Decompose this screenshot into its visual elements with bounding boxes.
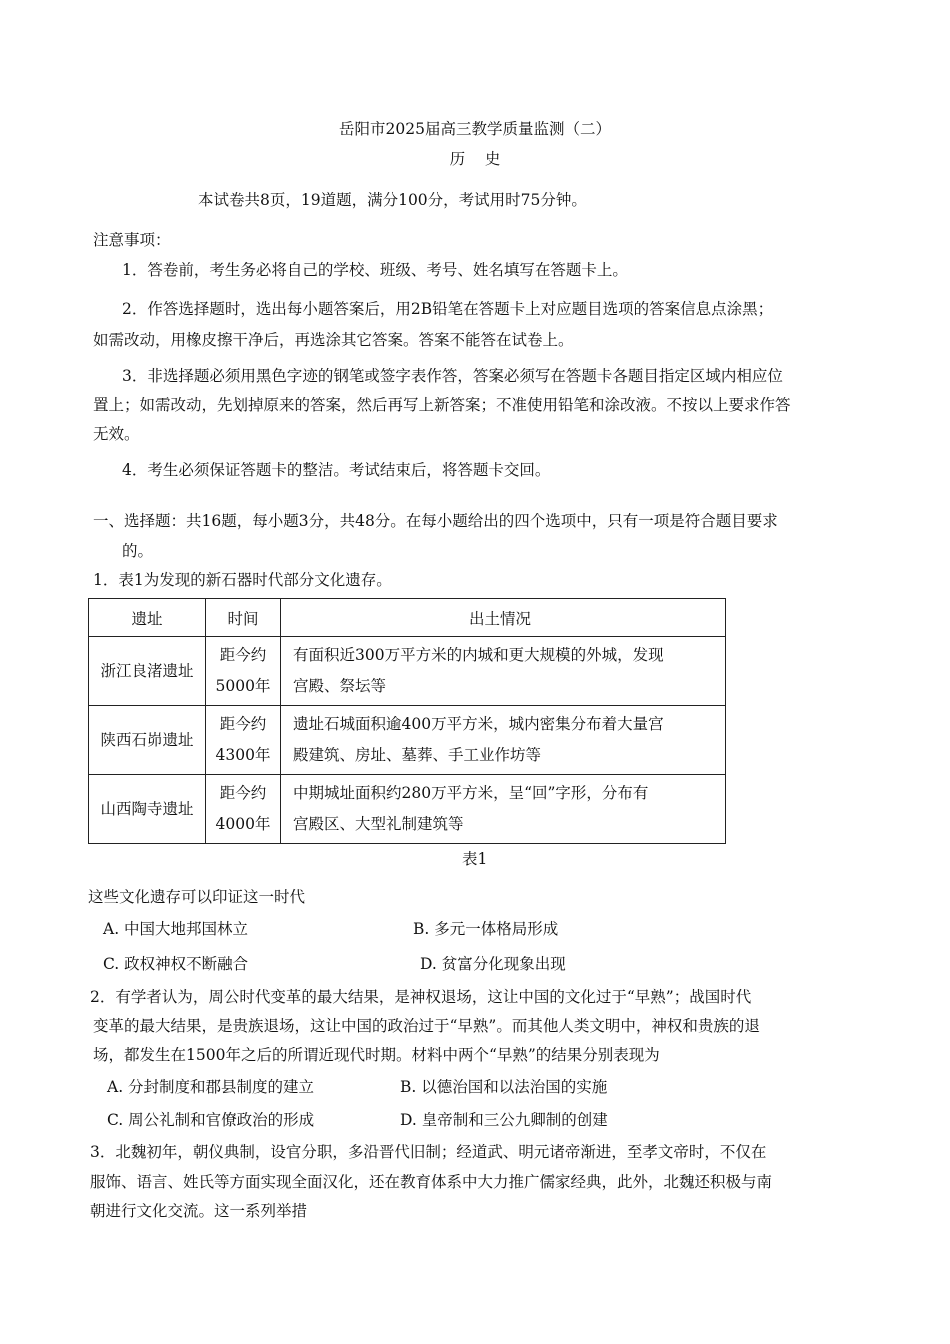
table-cell-finds <box>281 775 726 844</box>
finds-line-2: 宫殿区、大型礼制建筑等 <box>293 815 464 833</box>
table-header-finds: 出土情况 <box>281 599 726 637</box>
table-header-time: 时间 <box>206 599 281 637</box>
table-cell-time <box>206 706 281 775</box>
q1-option-c: C. 政权神权不断融合 <box>103 955 249 973</box>
finds-line-1: 有面积近300万平方米的内城和更大规模的外城，发现 <box>293 646 664 664</box>
table-row <box>89 637 726 706</box>
table-cell-site: 陕西石峁遗址 <box>89 706 206 775</box>
q2-option-b: B. 以德治国和以法治国的实施 <box>400 1078 608 1096</box>
note-2-line-1: 2．作答选择题时，选出每小题答案后，用2B铅笔在答题卡上对应题目选项的答案信息点涂黑； <box>122 300 774 318</box>
section-heading-line-1: 一、选择题：共16题，每小题3分，共48分。在每小题给出的四个选项中，只有一项是符合题目要求 <box>93 512 778 530</box>
q3-line-3: 朝进行文化交流。这一系列举措 <box>90 1202 308 1220</box>
time-line-2: 4000年 <box>215 815 271 833</box>
table-caption: 表1 <box>462 850 488 868</box>
note-2-line-2: 如需改动，用橡皮擦干净后，再选涂其它答案。答案不能答在试卷上。 <box>93 331 574 349</box>
time-line-1: 距今约 <box>219 646 267 664</box>
time-line-2: 5000年 <box>215 677 271 695</box>
q1-stem: 1．表1为发现的新石器时代部分文化遗存。 <box>93 571 392 589</box>
notes-heading: 注意事项： <box>93 231 171 249</box>
finds-line-1: 中期城址面积约280万平方米，呈“回”字形，分布有 <box>293 784 649 802</box>
time-line-1: 距今约 <box>219 784 267 802</box>
q2-line-1: 2．有学者认为，周公时代变革的最大结果，是神权退场，这让中国的文化过于“早熟”；战国时代 <box>90 988 752 1006</box>
note-3-line-1: 3．非选择题必须用黑色字迹的钢笔或签字表作答，答案必须写在答题卡各题目指定区域内相应位 <box>122 367 783 385</box>
table-cell-time <box>206 775 281 844</box>
table-cell-site: 山西陶寺遗址 <box>89 775 206 844</box>
note-1: 1．答卷前，考生务必将自己的学校、班级、考号、姓名填写在答题卡上。 <box>122 261 628 279</box>
q2-line-2: 变革的最大结果，是贵族退场，这让中国的政治过于“早熟”。而其他人类文明中，神权和贵族的退 <box>93 1017 760 1035</box>
q1-question: 这些文化遗存可以印证这一时代 <box>88 888 306 906</box>
note-3-line-3: 无效。 <box>93 425 140 443</box>
table-cell-finds <box>281 637 726 706</box>
q1-option-b: B. 多元一体格局形成 <box>413 920 559 938</box>
table-row <box>89 775 726 844</box>
table-header-site: 遗址 <box>89 599 206 637</box>
q2-option-a: A. 分封制度和郡县制度的建立 <box>107 1078 315 1096</box>
q1-option-d: D. 贫富分化现象出现 <box>420 955 566 973</box>
exam-title: 岳阳市2025届高三教学质量监测（二） <box>339 120 611 138</box>
q3-line-1: 3．北魏初年，朝仪典制，设官分职，多沿晋代旧制；经道武、明元诸帝渐进，至孝文帝时，不仅在 <box>90 1143 767 1161</box>
time-line-2: 4300年 <box>215 746 271 764</box>
q2-option-d: D. 皇帝制和三公九卿制的创建 <box>400 1111 608 1129</box>
section-heading-line-2: 的。 <box>122 542 154 560</box>
subject-title: 历 史 <box>449 150 501 168</box>
q3-line-2: 服饰、语言、姓氏等方面实现全面汉化，还在教育体系中大力推广儒家经典，此外，北魏还积极与南 <box>90 1173 773 1191</box>
table-cell-site: 浙江良渚遗址 <box>89 637 206 706</box>
exam-info: 本试卷共8页，19道题，满分100分，考试用时75分钟。 <box>198 191 587 209</box>
time-line-1: 距今约 <box>219 715 267 733</box>
relics-table <box>88 598 726 844</box>
finds-line-2: 宫殿、祭坛等 <box>293 677 387 695</box>
q1-option-a: A. 中国大地邦国林立 <box>103 920 249 938</box>
table-row <box>89 706 726 775</box>
table-header-row <box>89 599 726 637</box>
finds-line-1: 遗址石城面积逾400万平方米，城内密集分布着大量宫 <box>293 715 664 733</box>
q2-option-c: C. 周公礼制和官僚政治的形成 <box>107 1111 315 1129</box>
table-cell-time <box>206 637 281 706</box>
note-3-line-2: 置上；如需改动，先划掉原来的答案，然后再写上新答案；不准使用铅笔和涂改液。不按以上要求作答 <box>93 396 791 414</box>
q2-line-3: 场，都发生在1500年之后的所谓近现代时期。材料中两个“早熟”的结果分别表现为 <box>93 1046 660 1064</box>
finds-line-2: 殿建筑、房址、墓葬、手工业作坊等 <box>293 746 542 764</box>
table-cell-finds <box>281 706 726 775</box>
note-4: 4．考生必须保证答题卡的整洁。考试结束后，将答题卡交回。 <box>122 461 551 479</box>
